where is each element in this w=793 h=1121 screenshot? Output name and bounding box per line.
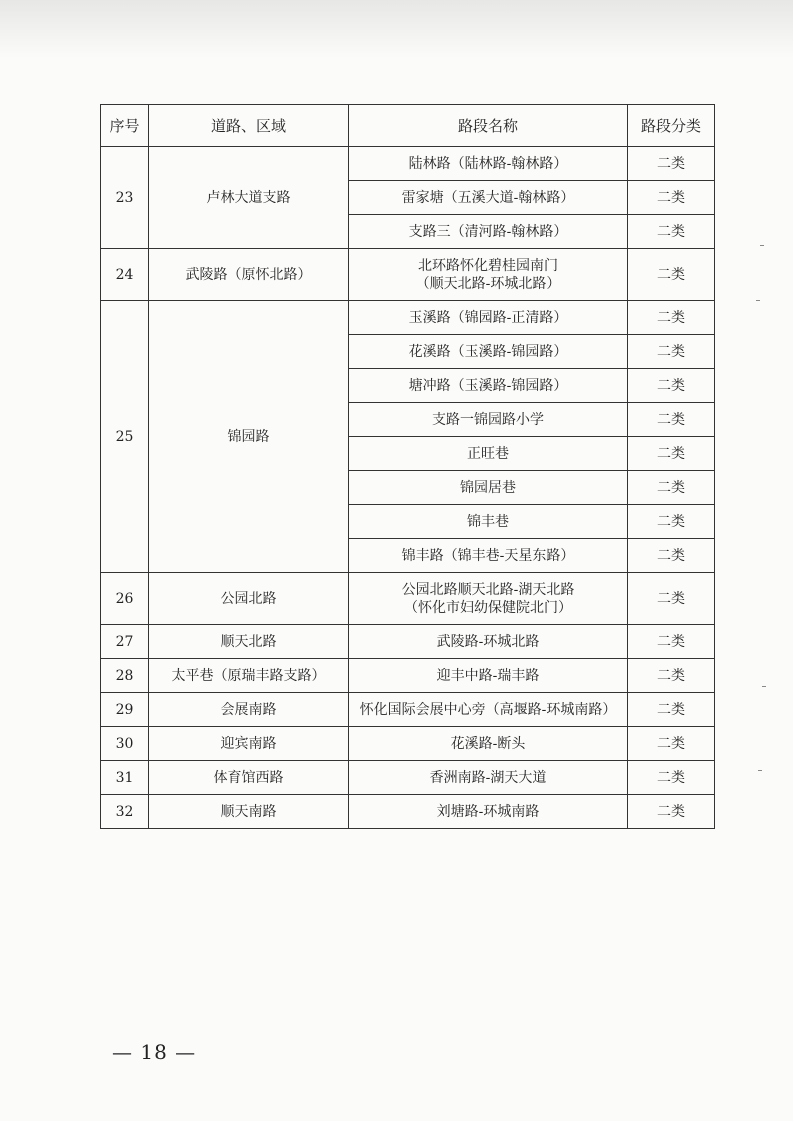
road-cell: 锦园路 [149, 301, 349, 573]
road-cell: 武陵路（原怀北路） [149, 249, 349, 301]
seq-cell: 30 [101, 727, 149, 761]
seq-cell: 31 [101, 761, 149, 795]
seq-cell: 24 [101, 249, 149, 301]
category-cell: 二类 [628, 625, 715, 659]
category-cell: 二类 [628, 369, 715, 403]
section-cell: 怀化国际会展中心旁（高堰路-环城南路） [349, 693, 628, 727]
category-cell: 二类 [628, 693, 715, 727]
road-cell: 太平巷（原瑞丰路支路） [149, 659, 349, 693]
category-cell: 二类 [628, 403, 715, 437]
seq-cell: 23 [101, 147, 149, 249]
category-cell: 二类 [628, 215, 715, 249]
header-road: 道路、区域 [149, 105, 349, 147]
section-line: 北环路怀化碧桂园南门 [418, 257, 558, 274]
section-cell: 武陵路-环城北路 [349, 625, 628, 659]
seq-cell: 32 [101, 795, 149, 829]
category-cell: 二类 [628, 249, 715, 301]
category-cell: 二类 [628, 727, 715, 761]
section-cell: 塘冲路（玉溪路-锦园路） [349, 369, 628, 403]
category-cell: 二类 [628, 761, 715, 795]
section-cell: 花溪路（玉溪路-锦园路） [349, 335, 628, 369]
seq-cell: 28 [101, 659, 149, 693]
road-cell: 会展南路 [149, 693, 349, 727]
table-row [101, 249, 715, 301]
category-cell: 二类 [628, 539, 715, 573]
seq-cell: 26 [101, 573, 149, 625]
scan-top-band [0, 0, 793, 58]
category-cell: 二类 [628, 573, 715, 625]
road-cell: 顺天北路 [149, 625, 349, 659]
section-cell: 支路一锦园路小学 [349, 403, 628, 437]
section-cell: 香洲南路-湖天大道 [349, 761, 628, 795]
section-cell [349, 573, 628, 625]
section-line: （顺天北路-环城北路） [415, 275, 561, 292]
category-cell: 二类 [628, 301, 715, 335]
road-cell: 体育馆西路 [149, 761, 349, 795]
road-cell: 公园北路 [149, 573, 349, 625]
table-header-row [101, 105, 715, 147]
road-cell: 卢林大道支路 [149, 147, 349, 249]
table-row [101, 761, 715, 795]
table-row [101, 659, 715, 693]
section-cell: 锦园居巷 [349, 471, 628, 505]
scan-speck [756, 300, 760, 301]
category-cell: 二类 [628, 147, 715, 181]
header-section: 路段名称 [349, 105, 628, 147]
seq-cell: 27 [101, 625, 149, 659]
section-cell: 迎丰中路-瑞丰路 [349, 659, 628, 693]
section-cell [349, 249, 628, 301]
scan-speck [762, 686, 766, 687]
category-cell: 二类 [628, 471, 715, 505]
section-cell: 锦丰路（锦丰巷-天星东路） [349, 539, 628, 573]
table-row [101, 625, 715, 659]
section-cell: 锦丰巷 [349, 505, 628, 539]
category-cell: 二类 [628, 505, 715, 539]
category-cell: 二类 [628, 335, 715, 369]
category-cell: 二类 [628, 659, 715, 693]
section-cell: 支路三（清河路-翰林路） [349, 215, 628, 249]
table-row [101, 795, 715, 829]
table-row [101, 693, 715, 727]
scan-speck [760, 245, 764, 246]
table-row [101, 147, 715, 181]
section-cell: 玉溪路（锦园路-正清路） [349, 301, 628, 335]
section-cell: 雷家塘（五溪大道-翰林路） [349, 181, 628, 215]
road-cell: 顺天南路 [149, 795, 349, 829]
road-classification-table [100, 104, 715, 829]
header-seq: 序号 [101, 105, 149, 147]
section-cell: 花溪路-断头 [349, 727, 628, 761]
scan-speck [758, 770, 762, 771]
road-cell: 迎宾南路 [149, 727, 349, 761]
section-cell: 正旺巷 [349, 437, 628, 471]
category-cell: 二类 [628, 437, 715, 471]
page-number: — 18 — [112, 1040, 197, 1064]
section-line: （怀化市妇幼保健院北门） [404, 599, 572, 616]
table-row [101, 573, 715, 625]
section-line: 公园北路顺天北路-湖天北路 [401, 581, 575, 598]
category-cell: 二类 [628, 795, 715, 829]
section-cell: 刘塘路-环城南路 [349, 795, 628, 829]
header-category: 路段分类 [628, 105, 715, 147]
table-row [101, 301, 715, 335]
seq-cell: 29 [101, 693, 149, 727]
seq-cell: 25 [101, 301, 149, 573]
category-cell: 二类 [628, 181, 715, 215]
section-cell: 陆林路（陆林路-翰林路） [349, 147, 628, 181]
table-row [101, 727, 715, 761]
